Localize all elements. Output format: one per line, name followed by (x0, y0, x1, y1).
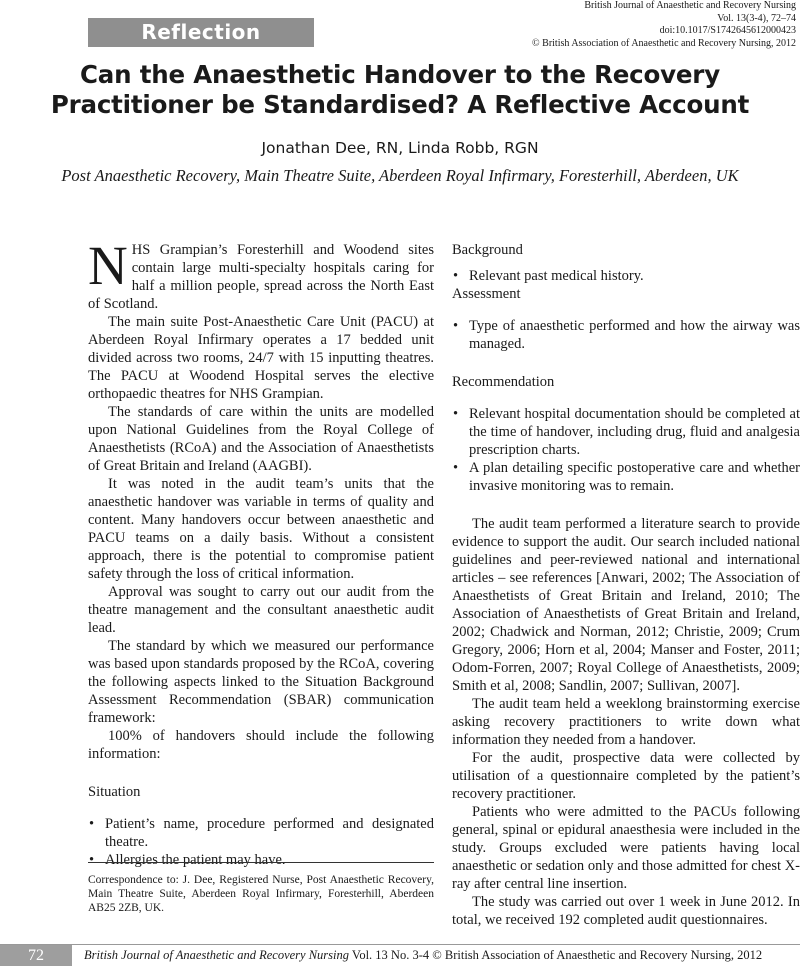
bullet-icon: • (89, 816, 95, 832)
list-item: • Relevant hospital documentation should be completed at the time of handover, including drug, fluid and analgesia prescription charts. (453, 406, 800, 458)
list-item: • A plan detailing specific postoperative care and whether invasive monitoring was to remain. (453, 460, 800, 494)
doi-link[interactable]: doi:10.1017/S1742645612000423 (659, 25, 796, 36)
bullet-icon: • (453, 460, 459, 476)
situation-heading: Situation (88, 784, 141, 800)
intro-paragraph (88, 235, 434, 313)
bullet-icon: • (89, 852, 95, 868)
article-affiliation: Post Anaesthetic Recovery, Main Theatre Suite, Aberdeen Royal Infirmary, Foresterhill, Aberdeen, UK (61, 166, 739, 185)
bullet-icon: • (453, 318, 459, 334)
background-heading: Background (452, 242, 523, 258)
copyright-line: © British Association of Anaesthetic and Recovery Nursing, 2012 (532, 37, 796, 49)
bullet-icon: • (453, 268, 459, 284)
recommendation-heading: Recommendation (452, 374, 555, 390)
drop-cap: N (88, 235, 128, 296)
recommendation-list (452, 405, 800, 495)
list-item: • Relevant past medical history. (453, 268, 644, 284)
body-paragraph: The study was carried out over 1 week in June 2012. In total, we received 192 completed audit questionnaires. (452, 894, 800, 928)
footer-citation (84, 945, 800, 966)
body-paragraph: For the audit, prospective data were collected by utilisation of a questionnaire completed by the patient’s recovery practitioner. (452, 750, 800, 802)
body-paragraph: The standard by which we measured our performance was based upon standards proposed by the RCoA, covering the following aspects linked to the Situation Background Assessment Recommendation (SBAR) communication framework: (88, 638, 434, 726)
situation-list (88, 815, 434, 869)
correspondence-note: Correspondence to: J. Dee, Registered Nurse, Post Anaesthetic Recovery, Main Theatre Suite, Aberdeen Royal Infirmary, Foresterhill, Aberdeen AB25 2ZB, UK. (88, 862, 434, 915)
footer-journal: British Journal of Anaesthetic and Recovery Nursing (84, 948, 350, 962)
list-item: • Type of anaesthetic performed and how the airway was managed. (453, 318, 800, 352)
body-paragraph: 100% of handovers should include the following information: (88, 728, 434, 762)
body-paragraph: It was noted in the audit team’s units that the anaesthetic handover was variable in terms of quality and content. Many handovers occur between anaesthetic and PACU teams on a daily basis. Without a consistent approach, there is the potential to compromise patient safety through the loss of critical information. (88, 476, 434, 582)
footer-volume: Vol. 13 No. 3-4 (349, 948, 433, 962)
intro-text: HS Grampian’s Foresterhill and Woodend sites contain large multi-specialty hospitals caring for half a million people, spread across the North East of Scotland. (88, 242, 434, 312)
body-paragraph: The audit team held a weeklong brainstorming exercise asking recovery practitioners to write down what information they needed from a handover. (452, 696, 800, 748)
body-paragraph: The audit team performed a literature search to provide evidence to support the audit. Our search included national guidelines and peer-reviewed national and international articles – see references [Anwari, 2002; The Association of Anaesthetists of Great Britain and Ireland, 2010; The Association of Anaesthetists of Great Britain and Ireland, 2002; Chadwick and Norman, 2012; Christie, 2009; Crum Gregory, 2006; Horn et al, 2004; Manser and Foster, 2011; Odom-Forren, 2007; Royal College of Anaesthetists, 2009; Smith et al, 2008; Sandlin, 2007; Sullivan, 2007]. (452, 516, 800, 694)
body-paragraph: The standards of care within the units are modelled upon National Guidelines from the Royal College of Anaesthetists (RCoA) and the Association of Anaesthetists of Great Britain and Ireland (AAGBI). (88, 404, 434, 474)
body-paragraph: Approval was sought to carry out our audit from the theatre management and the consultant anaesthetic audit lead. (88, 584, 434, 636)
bullet-icon: • (453, 406, 459, 422)
section-label: Reflection (88, 18, 314, 47)
footer-copyright: © British Association of Anaesthetic and Recovery Nursing, 2012 (432, 948, 763, 962)
list-item: • Patient’s name, procedure performed and designated theatre. (89, 816, 434, 850)
journal-name: British Journal of Anaesthetic and Recovery Nursing (584, 0, 796, 11)
volume-pages: Vol. 13(3-4), 72–74 (717, 12, 796, 24)
background-list (452, 267, 800, 285)
left-column (88, 235, 434, 869)
body-paragraph: The main suite Post-Anaesthetic Care Unit (PACU) at Aberdeen Royal Infirmary operates a 17 bedded unit divided across two rooms, 24/7 with 15 inputting theatres. The PACU at Woodend Hospital serves the elective orthopaedic theatres for NHS Grampian. (88, 314, 434, 402)
page-number: 72 (0, 945, 72, 966)
list-item: • Allergies the patient may have. (89, 852, 286, 868)
assessment-heading: Assessment (452, 286, 521, 302)
page-footer (0, 944, 800, 966)
right-column (452, 241, 800, 929)
body-paragraph: Patients who were admitted to the PACUs following general, spinal or epidural anaesthesia were included in the study. Groups excluded were patients having local anaesthetic or sedation only and those admitted for chest X-ray after central line insertion. (452, 804, 800, 892)
article-authors: Jonathan Dee, RN, Linda Robb, RGN (261, 139, 539, 157)
journal-meta (436, 0, 796, 50)
article-title: Can the Anaesthetic Handover to the Recovery Practitioner be Standardised? A Reflective Account (50, 60, 750, 119)
assessment-list (452, 317, 800, 353)
